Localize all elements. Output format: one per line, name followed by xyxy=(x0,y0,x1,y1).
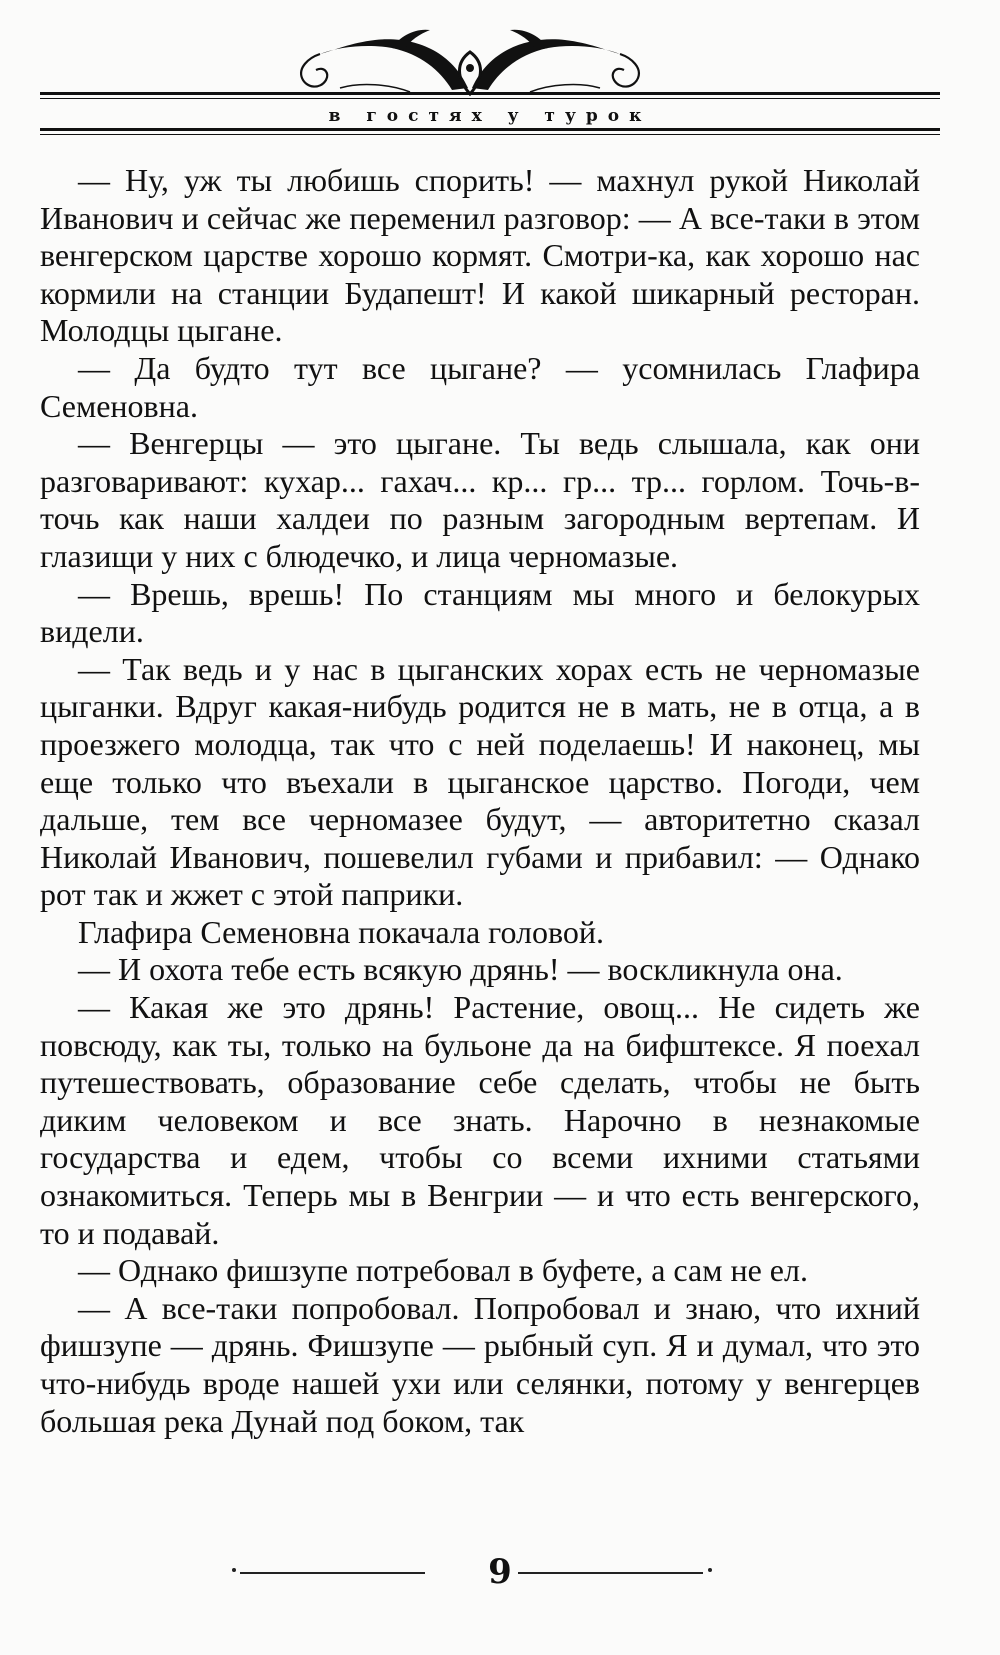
paragraph: — Да будто тут все цыгане? — усомнилась Глафира Семеновна. xyxy=(40,349,920,424)
running-head-title: в гостях у турок xyxy=(319,106,662,126)
paragraph: — И охота тебе есть всякую дрянь! — воскликнула она. xyxy=(78,951,843,988)
page-footer xyxy=(0,1548,1000,1598)
paragraph: — Венгерцы — это цыгане. Ты ведь слышала, как они разговаривают: кухар... гахач... кр... гр... тр... горлом. Точь-в-точь как наши халдеи по разным загородным вертепам. И глазищи у них с блюдечко, и лица черномазые. xyxy=(40,425,920,574)
paragraph: — Какая же это дрянь! Растение, овощ... Не сидеть же повсюду, как ты, только на бульоне да на бифштексе. Я поехал путешествовать, образование себе сделать, чтобы не быть диким человеком и все знать. Нарочно в незнакомые государства и едем, чтобы со всеми ихними статьями ознакомиться. Теперь мы в Венгрии — и что есть венгерского, то и подавай. xyxy=(40,989,920,1251)
header-rule-upper xyxy=(40,92,940,95)
paragraph: Глафира Семеновна покачала головой. xyxy=(78,913,605,950)
paragraph: — Ну, уж ты любишь спорить! — махнул рукой Николай Иванович и сейчас же переменил разговор: — А все-таки в этом венгерском царстве хорошо кормят. Смотри-ка, как хорошо нас кормили на станции Будапешт! И какой шикарный ресторан. Молодцы цыгане. xyxy=(40,162,920,349)
paragraph: — Так ведь и у нас в цыганских хорах есть не черномазые цыганки. Вдруг какая-нибудь родится не в мать, не в отца, а в проезжего молодца, так что с ней поделаешь! И наконец, мы еще только что въехали в цыганское царство. Погоди, чем дальше, тем все черномазее будут, — авторитетно сказал Николай Иванович, пошевелил губами и прибавил: — Однако рот так и жжет с этой паприки. xyxy=(40,650,920,913)
footer-rule-left xyxy=(240,1572,425,1574)
header-rule-lower-thin xyxy=(40,134,940,135)
paragraph: — Однако фишзупе потребовал в буфете, а сам не ел. xyxy=(78,1252,808,1289)
paragraph: — А все-таки попробовал. Попробовал и знаю, что ихний фишзупе — дрянь. Фишзупе — рыбный суп. Я и думал, что это что-нибудь вроде нашей ухи или селянки, потому у венгерцев большая река Дунай под боком, так xyxy=(40,1289,920,1439)
footer-dot-right xyxy=(708,1568,712,1572)
running-head xyxy=(40,104,940,128)
body-text xyxy=(40,162,920,1440)
footer-rule-right xyxy=(518,1572,703,1574)
footer-dot-left xyxy=(232,1568,236,1572)
header-rule-upper-thin xyxy=(40,98,940,99)
paragraph: — Врешь, врешь! По станциям мы много и белокурых видели. xyxy=(40,575,920,650)
page-number: 9 xyxy=(488,1552,512,1592)
header-rule-lower xyxy=(40,128,940,131)
